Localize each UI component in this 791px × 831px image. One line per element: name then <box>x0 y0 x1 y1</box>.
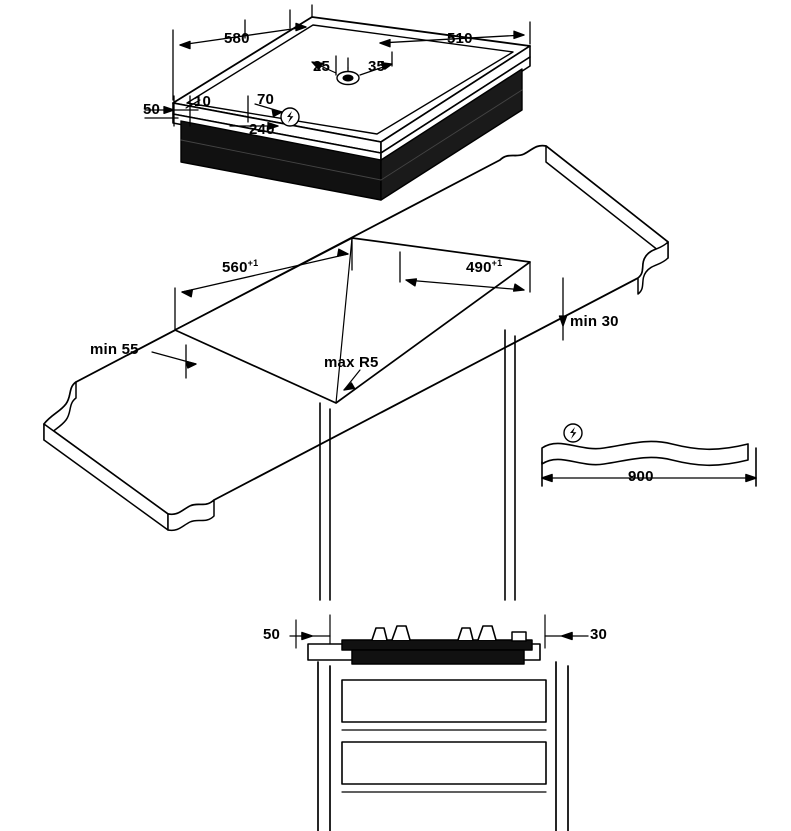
dim-label-section-right: 30 <box>590 626 608 643</box>
dim-label-corner-radius: max R5 <box>324 354 379 371</box>
dim-label-cable-length: 900 <box>628 468 654 485</box>
dim-label-top-width: 580 <box>224 30 250 47</box>
dim-label-min-side: min 30 <box>570 313 619 330</box>
dim-label-side-small: 10 <box>194 93 212 110</box>
dim-label-burner-left: 25 <box>313 58 331 75</box>
lightning-bolt-icon-hob <box>281 108 299 126</box>
dim-label-cutout-width: $560^{+1}$ <box>222 258 259 276</box>
section-view <box>290 615 588 831</box>
dim-label-top-depth: 510 <box>447 30 473 47</box>
dim-label-min-front: min 55 <box>90 341 139 358</box>
dim-label-side-left: 50 <box>143 101 161 118</box>
dim-label-section-left: 50 <box>263 626 281 643</box>
dim-label-side-240: 240 <box>249 121 275 138</box>
dim-label-side-70: 70 <box>257 91 275 108</box>
dim-label-cutout-depth: $490^{+1}$ <box>466 258 503 276</box>
dim-label-burner-right: 35 <box>368 58 386 75</box>
worktop-slab <box>44 146 668 531</box>
